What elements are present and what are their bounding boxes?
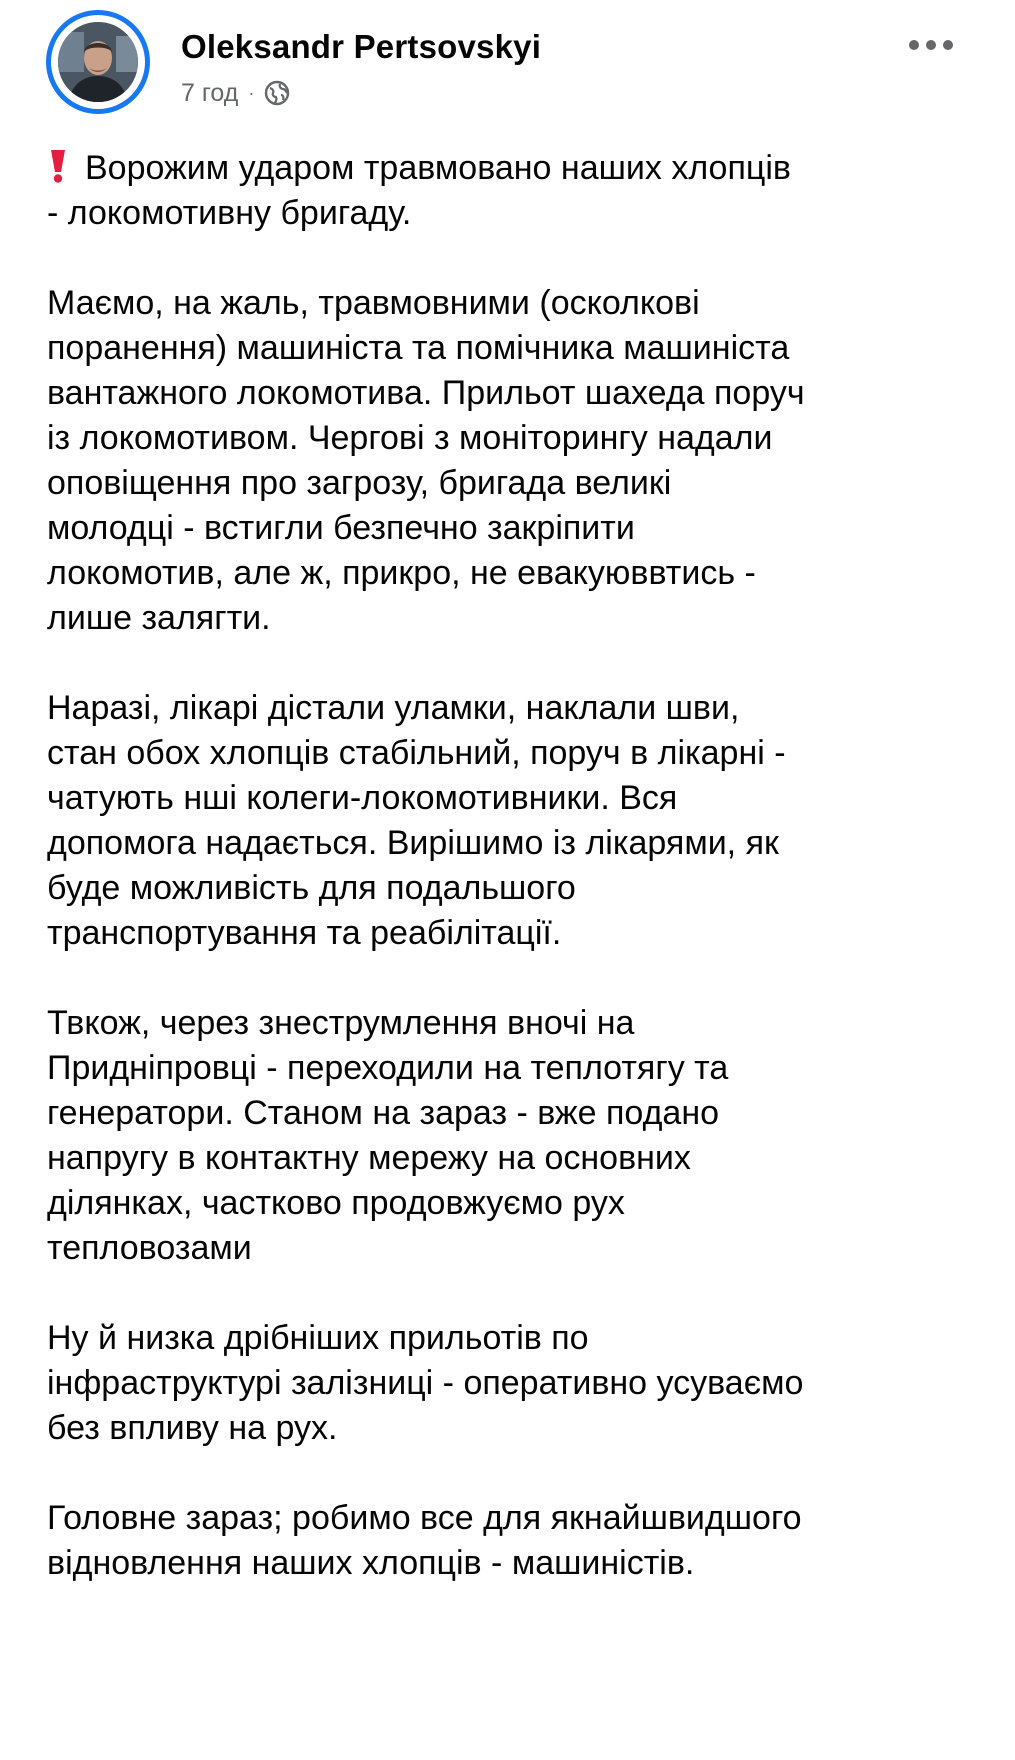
avatar-photo	[58, 22, 138, 102]
more-options-button[interactable]	[896, 28, 966, 62]
post-header	[46, 10, 966, 120]
paragraph-3: Наразі, лікарі дістали уламки, наклали шви, стан обох хлопців стабільний, поруч в лікарні - чатують нші колеги-локомотивники. Вся допомога надається. Вирішимо із лікарями, як буде можливість для подальшого транспортування та реабілітації.	[47, 689, 786, 952]
red-exclamation-icon	[47, 149, 69, 183]
more-dot	[943, 40, 953, 50]
more-horizontal-icon	[909, 40, 919, 50]
paragraph-4: Твкож, через знеструмлення вночі на Придніпровці - переходили на теплотягу та генератори. Станом на зараз - вже подано напругу в контактну мережу на основних ділянках, частково продовжуємо рух тепловозами	[47, 1004, 729, 1267]
globe-icon[interactable]	[264, 80, 290, 106]
person-silhouette-icon	[58, 22, 138, 102]
more-dot	[926, 40, 936, 50]
paragraph-1	[47, 146, 967, 236]
meta-separator: ·	[248, 82, 255, 103]
paragraph-2: Маємо, на жаль, травмовними (осколкові поранення) машиніста та помічника машиніста вантажного локомотива. Прильот шахеда поруч із локомотивом. Чергові з моніторингу надали оповіщення про загрозу, бригада великі молодці - встигли безпечно закріпити локомотив, але ж, прикро, не евакуюввтись - лише залягти.	[47, 284, 805, 637]
avatar[interactable]	[46, 10, 150, 114]
post-meta	[181, 78, 290, 108]
post-text	[47, 146, 967, 1631]
paragraph-5: Ну й низка дрібніших прильотів по інфраструктурі залізниці - оперативно усуваємо без впливу на рух.	[47, 1319, 804, 1447]
post-time[interactable]: 7 год	[181, 78, 239, 107]
paragraph-6: Головне зараз; робимо все для якнайшвидшого відновлення наших хлопців - машиністів.	[47, 1499, 802, 1582]
author-name[interactable]: Oleksandr Pertsovskyi	[181, 28, 542, 65]
paragraph-1-text: Ворожим ударом травмовано наших хлопців - локомотивну бригаду.	[47, 149, 791, 232]
